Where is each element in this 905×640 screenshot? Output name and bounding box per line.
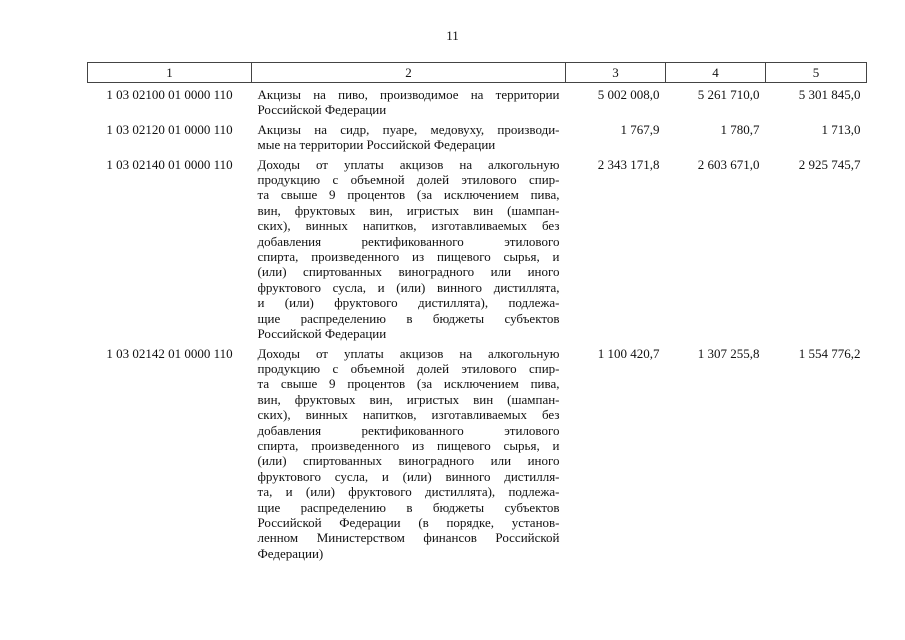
description-line: фруктового сусла, и (или) винного дистилля-: [257, 468, 560, 484]
amount-column-3: 1 767,9: [620, 121, 660, 137]
amount-column-5: 5 301 845,0: [798, 87, 861, 102]
classification-code: 1 03 02140 01 0000 110: [106, 156, 233, 172]
description-line: ских), винных напитков, изготавливаемых без: [257, 407, 560, 423]
table-row: [88, 83, 867, 118]
description-line: продукцию с объемной долей этилового спир-: [257, 172, 560, 188]
amount-column-4: 1 307 255,8: [697, 345, 760, 361]
description-line: ских), винных напитков, изготавливаемых без: [257, 218, 560, 234]
description-line: щие распределению в бюджеты субъектов: [257, 499, 560, 515]
amount-column-3: 2 343 171,8: [597, 156, 660, 172]
revenue-description: [252, 83, 566, 118]
amount-column-4: 2 603 671,0: [697, 156, 760, 172]
description-line: Акцизы на сидр, пуаре, медовуху, производи-: [257, 121, 560, 137]
column-header-2: 2: [252, 63, 566, 83]
amount-column-4: 5 261 710,0: [697, 87, 760, 102]
table-row: [88, 153, 867, 342]
column-header-1: 1: [88, 63, 252, 83]
description-line: фруктового сусла, и (или) винного дистиллята,: [257, 279, 560, 295]
page-number: 11: [446, 28, 459, 43]
description-line: щие распределению в бюджеты субъектов: [257, 310, 560, 326]
table-row: [88, 118, 867, 153]
amount-column-4: 1 780,7: [720, 121, 760, 137]
description-line: Доходы от уплаты акцизов на алкогольную: [257, 345, 560, 361]
classification-code: 1 03 02142 01 0000 110: [106, 345, 233, 361]
description-line: мые на территории Российской Федерации: [257, 137, 496, 153]
description-line: спирта, произведенного из пищевого сырья, и: [257, 249, 560, 265]
column-header-4: 4: [666, 63, 766, 83]
table-row: [88, 342, 867, 562]
description-line: Федерации): [257, 545, 324, 561]
description-line: (или) спиртованных виноградного или иного: [257, 264, 560, 280]
amount-column-3: 5 002 008,0: [597, 87, 660, 102]
description-line: Российской Федерации: [257, 102, 387, 118]
description-line: и (или) фруктового дистиллята), подлежа-: [257, 295, 560, 311]
description-line: та свыше 9 процентов (за исключением пива,: [257, 187, 560, 203]
description-line: спирта, произведенного из пищевого сырья, и: [257, 437, 560, 453]
table-header-row: [88, 63, 867, 83]
amount-column-5: 2 925 745,7: [798, 156, 861, 172]
classification-code: 1 03 02120 01 0000 110: [106, 121, 233, 137]
table-header: [88, 63, 867, 83]
revenue-description: [252, 153, 566, 342]
column-header-3: 3: [566, 63, 666, 83]
amount-column-5: 1 713,0: [821, 121, 861, 137]
description-line: Акцизы на пиво, производимое на территории: [257, 87, 560, 102]
revenue-description: [252, 118, 566, 153]
description-line: Доходы от уплаты акцизов на алкогольную: [257, 156, 560, 172]
description-line: ленном Министерством финансов Российской: [257, 530, 560, 546]
description-line: вин, фруктовых вин, игристых вин (шампан-: [257, 202, 560, 218]
revenue-description: [252, 342, 566, 562]
amount-column-5: 1 554 776,2: [798, 345, 861, 361]
description-line: продукцию с объемной долей этилового спир-: [257, 360, 560, 376]
description-line: та свыше 9 процентов (за исключением пива,: [257, 376, 560, 392]
amount-column-3: 1 100 420,7: [597, 345, 660, 361]
column-header-5: 5: [766, 63, 867, 83]
description-line: добавления ректификованного этилового: [257, 233, 560, 249]
table-body: [88, 83, 867, 562]
description-line: (или) спиртованных виноградного или иного: [257, 453, 560, 469]
classification-code: 1 03 02100 01 0000 110: [106, 87, 233, 102]
description-line: Российской Федерации (в порядке, установ-: [257, 514, 560, 530]
description-line: Российской Федерации: [257, 326, 387, 342]
description-line: вин, фруктовых вин, игристых вин (шампан-: [257, 391, 560, 407]
description-line: добавления ректификованного этилового: [257, 422, 560, 438]
description-line: та, и (или) фруктового дистиллята), подлежа-: [257, 484, 560, 500]
revenue-table: [87, 62, 867, 561]
